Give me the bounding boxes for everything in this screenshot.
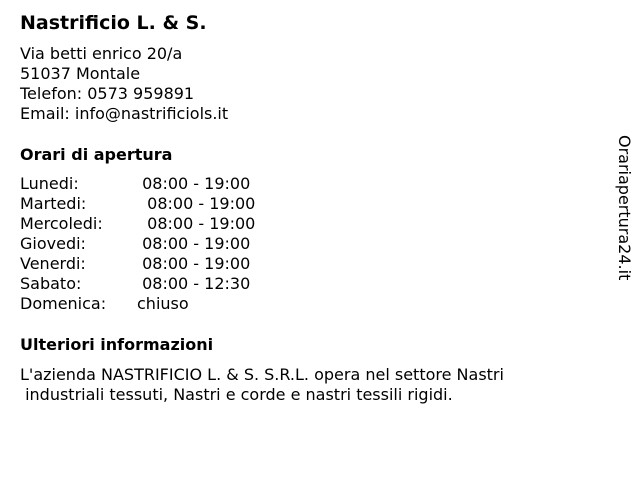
hours-day: Martedi: xyxy=(20,194,87,213)
hours-time: chiuso xyxy=(137,294,189,313)
hours-day: Mercoledi: xyxy=(20,214,103,233)
opening-hours-list xyxy=(20,174,340,314)
hours-time: 08:00 - 19:00 xyxy=(137,174,251,193)
hours-time: 08:00 - 19:00 xyxy=(137,254,251,273)
address-city: 51037 Montale xyxy=(20,64,141,83)
hours-row-sunday xyxy=(20,294,340,314)
contact-block xyxy=(20,44,228,124)
hours-day: Venerdi: xyxy=(20,254,86,273)
company-description xyxy=(20,365,504,405)
hours-row-thursday xyxy=(20,234,340,254)
hours-row-friday xyxy=(20,254,340,274)
opening-hours-heading: Orari di apertura xyxy=(20,145,173,164)
hours-day: Sabato: xyxy=(20,274,82,293)
more-info-heading: Ulteriori informazioni xyxy=(20,335,214,354)
email-address: Email: info@nastrificiols.it xyxy=(20,104,229,123)
hours-day: Domenica: xyxy=(20,294,107,313)
hours-time: 08:00 - 12:30 xyxy=(137,274,251,293)
description-line: L'azienda NASTRIFICIO L. & S. S.R.L. opera nel settore Nastri xyxy=(20,365,504,384)
hours-day: Giovedi: xyxy=(20,234,86,253)
site-watermark: Orariapertura24.it xyxy=(615,135,634,281)
hours-day: Lunedi: xyxy=(20,174,79,193)
hours-row-monday xyxy=(20,174,340,194)
hours-row-saturday xyxy=(20,274,340,294)
description-line: industriali tessuti, Nastri e corde e nastri tessili rigidi. xyxy=(20,385,453,404)
business-name: Nastrificio L. & S. xyxy=(20,12,207,34)
hours-time: 08:00 - 19:00 xyxy=(137,194,256,213)
hours-time: 08:00 - 19:00 xyxy=(137,234,251,253)
phone-number: Telefon: 0573 959891 xyxy=(20,84,195,103)
hours-row-tuesday xyxy=(20,194,340,214)
hours-time: 08:00 - 19:00 xyxy=(137,214,256,233)
address-street: Via betti enrico 20/a xyxy=(20,44,183,63)
hours-row-wednesday xyxy=(20,214,340,234)
